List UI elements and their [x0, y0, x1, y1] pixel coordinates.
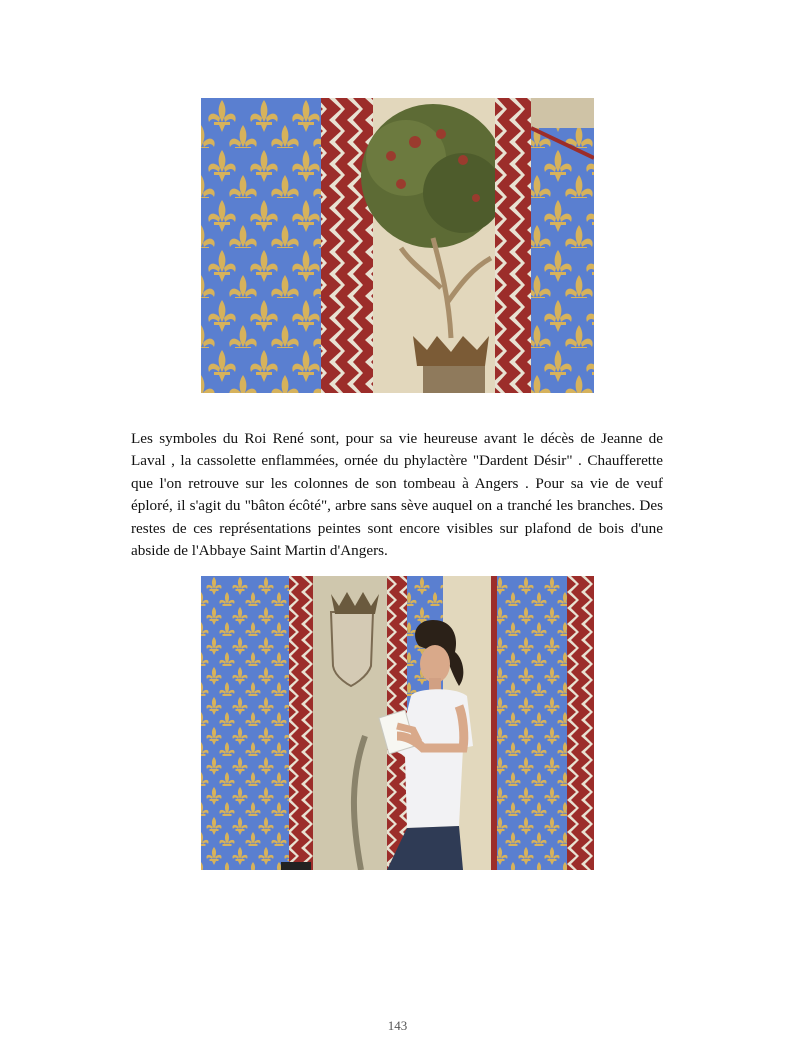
photo-woman-reading-painted-wall — [201, 576, 594, 870]
body-paragraph: Les symboles du Roi René sont, pour sa vie heureuse avant le décès de Jeanne de Laval , la cassolette enflammées, ornée du phylactère "Dardent Désir" . Chaufferette que l'on retrouve sur les colonnes de son tombeau à Angers . Pour sa vie de veuf éploré, il s'agit du "bâton écôté", arbre sans sève auquel on a tranché les branches. Des restes de ces représentations peintes sont encore visibles sur plafond de bois d'une abside de l'Abbaye Saint Martin d'Angers. — [131, 430, 663, 560]
page-number: 143 — [387, 1018, 408, 1033]
photo-painted-wall-tree — [201, 98, 594, 393]
